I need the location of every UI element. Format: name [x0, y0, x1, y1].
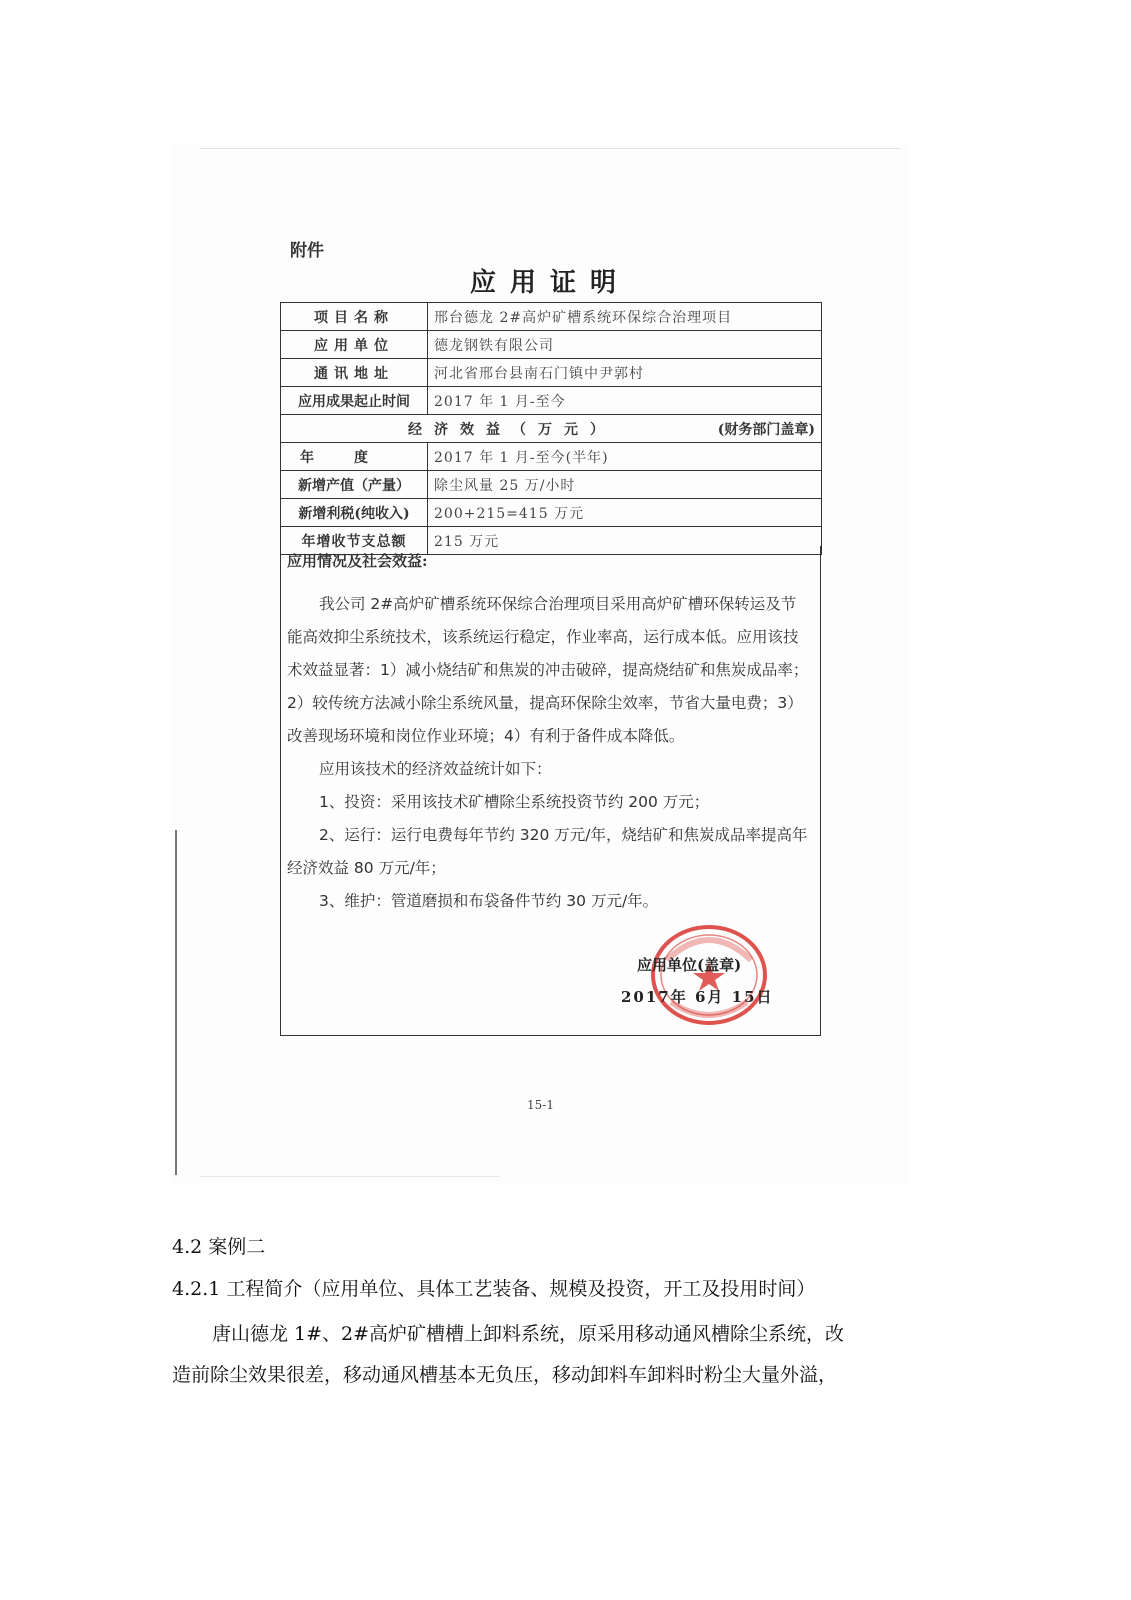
table-row	[281, 471, 822, 499]
certificate-title: 应用证明	[469, 268, 630, 298]
company-seal-stamp	[647, 920, 777, 1030]
story-heading: 应用情况及社会效益:	[287, 552, 428, 570]
row-label: 项目名称	[281, 303, 428, 331]
row-value: 邢台德龙 2#高炉矿槽系统环保综合治理项目	[428, 303, 822, 331]
story-paragraph: 应用该技术的经济效益统计如下：	[319, 760, 552, 778]
application-story-box	[280, 546, 821, 1036]
econ-stamp-note: (财务部门盖章)	[717, 421, 815, 438]
attachment-label: 附件	[290, 241, 324, 261]
row-value: 除尘风量 25 万/小时	[428, 471, 822, 499]
table-row	[281, 499, 822, 527]
row-value: 2017 年 1 月-至今(半年)	[428, 443, 822, 471]
story-body	[287, 588, 811, 918]
body-paragraph	[172, 1314, 962, 1396]
seal-date: 2017年 6月 15日	[621, 988, 774, 1006]
row-label: 应用成果起止时间	[281, 387, 428, 415]
row-label: 应用单位	[281, 331, 428, 359]
section-heading: 4.2.1 工程简介（应用单位、具体工艺装备、规模及投资，开工及投用时间）	[172, 1278, 816, 1300]
row-value: 2017 年 1 月-至今	[428, 387, 822, 415]
row-value: 215 万元	[428, 527, 822, 555]
seal-unit-label: 应用单位(盖章)	[637, 956, 742, 974]
table-row	[281, 359, 822, 387]
row-label: 通讯地址	[281, 359, 428, 387]
scan-border-bottom	[200, 1176, 500, 1177]
story-paragraph: 我公司 2#高炉矿槽系统环保综合治理项目采用高炉矿槽环保转运及节能高效抑尘系统技术，该系统运行稳定，作业率高，运行成本低。应用该技术效益显著：1）减小烧结矿和焦炭的冲击破碎，提高烧结矿和焦炭成品率；2）较传统方法减小除尘系统风量，提高环保除尘效率，节省大量电费；3）改善现场环境和岗位作业环境；4）有利于备件成本降低。	[287, 595, 809, 745]
scan-border-left	[175, 830, 177, 1175]
case-heading: 4.2 案例二	[172, 1236, 266, 1258]
table-row	[281, 331, 822, 359]
certificate-table	[280, 302, 822, 555]
story-paragraph: 1、投资：采用该技术矿槽除尘系统投资节约 200 万元；	[319, 793, 710, 811]
scan-page-number: 15-1	[527, 1098, 554, 1112]
row-value: 200+215=415 万元	[428, 499, 822, 527]
row-label: 年增收节支总额	[281, 527, 428, 555]
paragraph-line: 唐山德龙 1#、2#高炉矿槽槽上卸料系统，原采用移动通风槽除尘系统，改	[212, 1323, 845, 1345]
row-value: 德龙钢铁有限公司	[428, 331, 822, 359]
paragraph-line: 造前除尘效果很差，移动通风槽基本无负压，移动卸料车卸料时粉尘大量外溢，	[172, 1364, 838, 1386]
table-row	[281, 443, 822, 471]
econ-header-row	[281, 415, 822, 443]
scan-border-top	[200, 148, 900, 149]
row-label: 新增利税(纯收入)	[281, 499, 428, 527]
table-row	[281, 303, 822, 331]
story-paragraph: 2、运行：运行电费每年节约 320 万元/年，烧结矿和焦炭成品率提高年经济效益 80 万元/年；	[287, 826, 808, 877]
row-label: 新增产值（产量）	[281, 471, 428, 499]
econ-header: 经济效益（万元）	[408, 421, 616, 438]
row-label: 年度	[281, 443, 428, 471]
table-row	[281, 387, 822, 415]
row-value: 河北省邢台县南石门镇中尹郭村	[428, 359, 822, 387]
story-paragraph: 3、维护：管道磨损和布袋备件节约 30 万元/年。	[319, 892, 659, 910]
